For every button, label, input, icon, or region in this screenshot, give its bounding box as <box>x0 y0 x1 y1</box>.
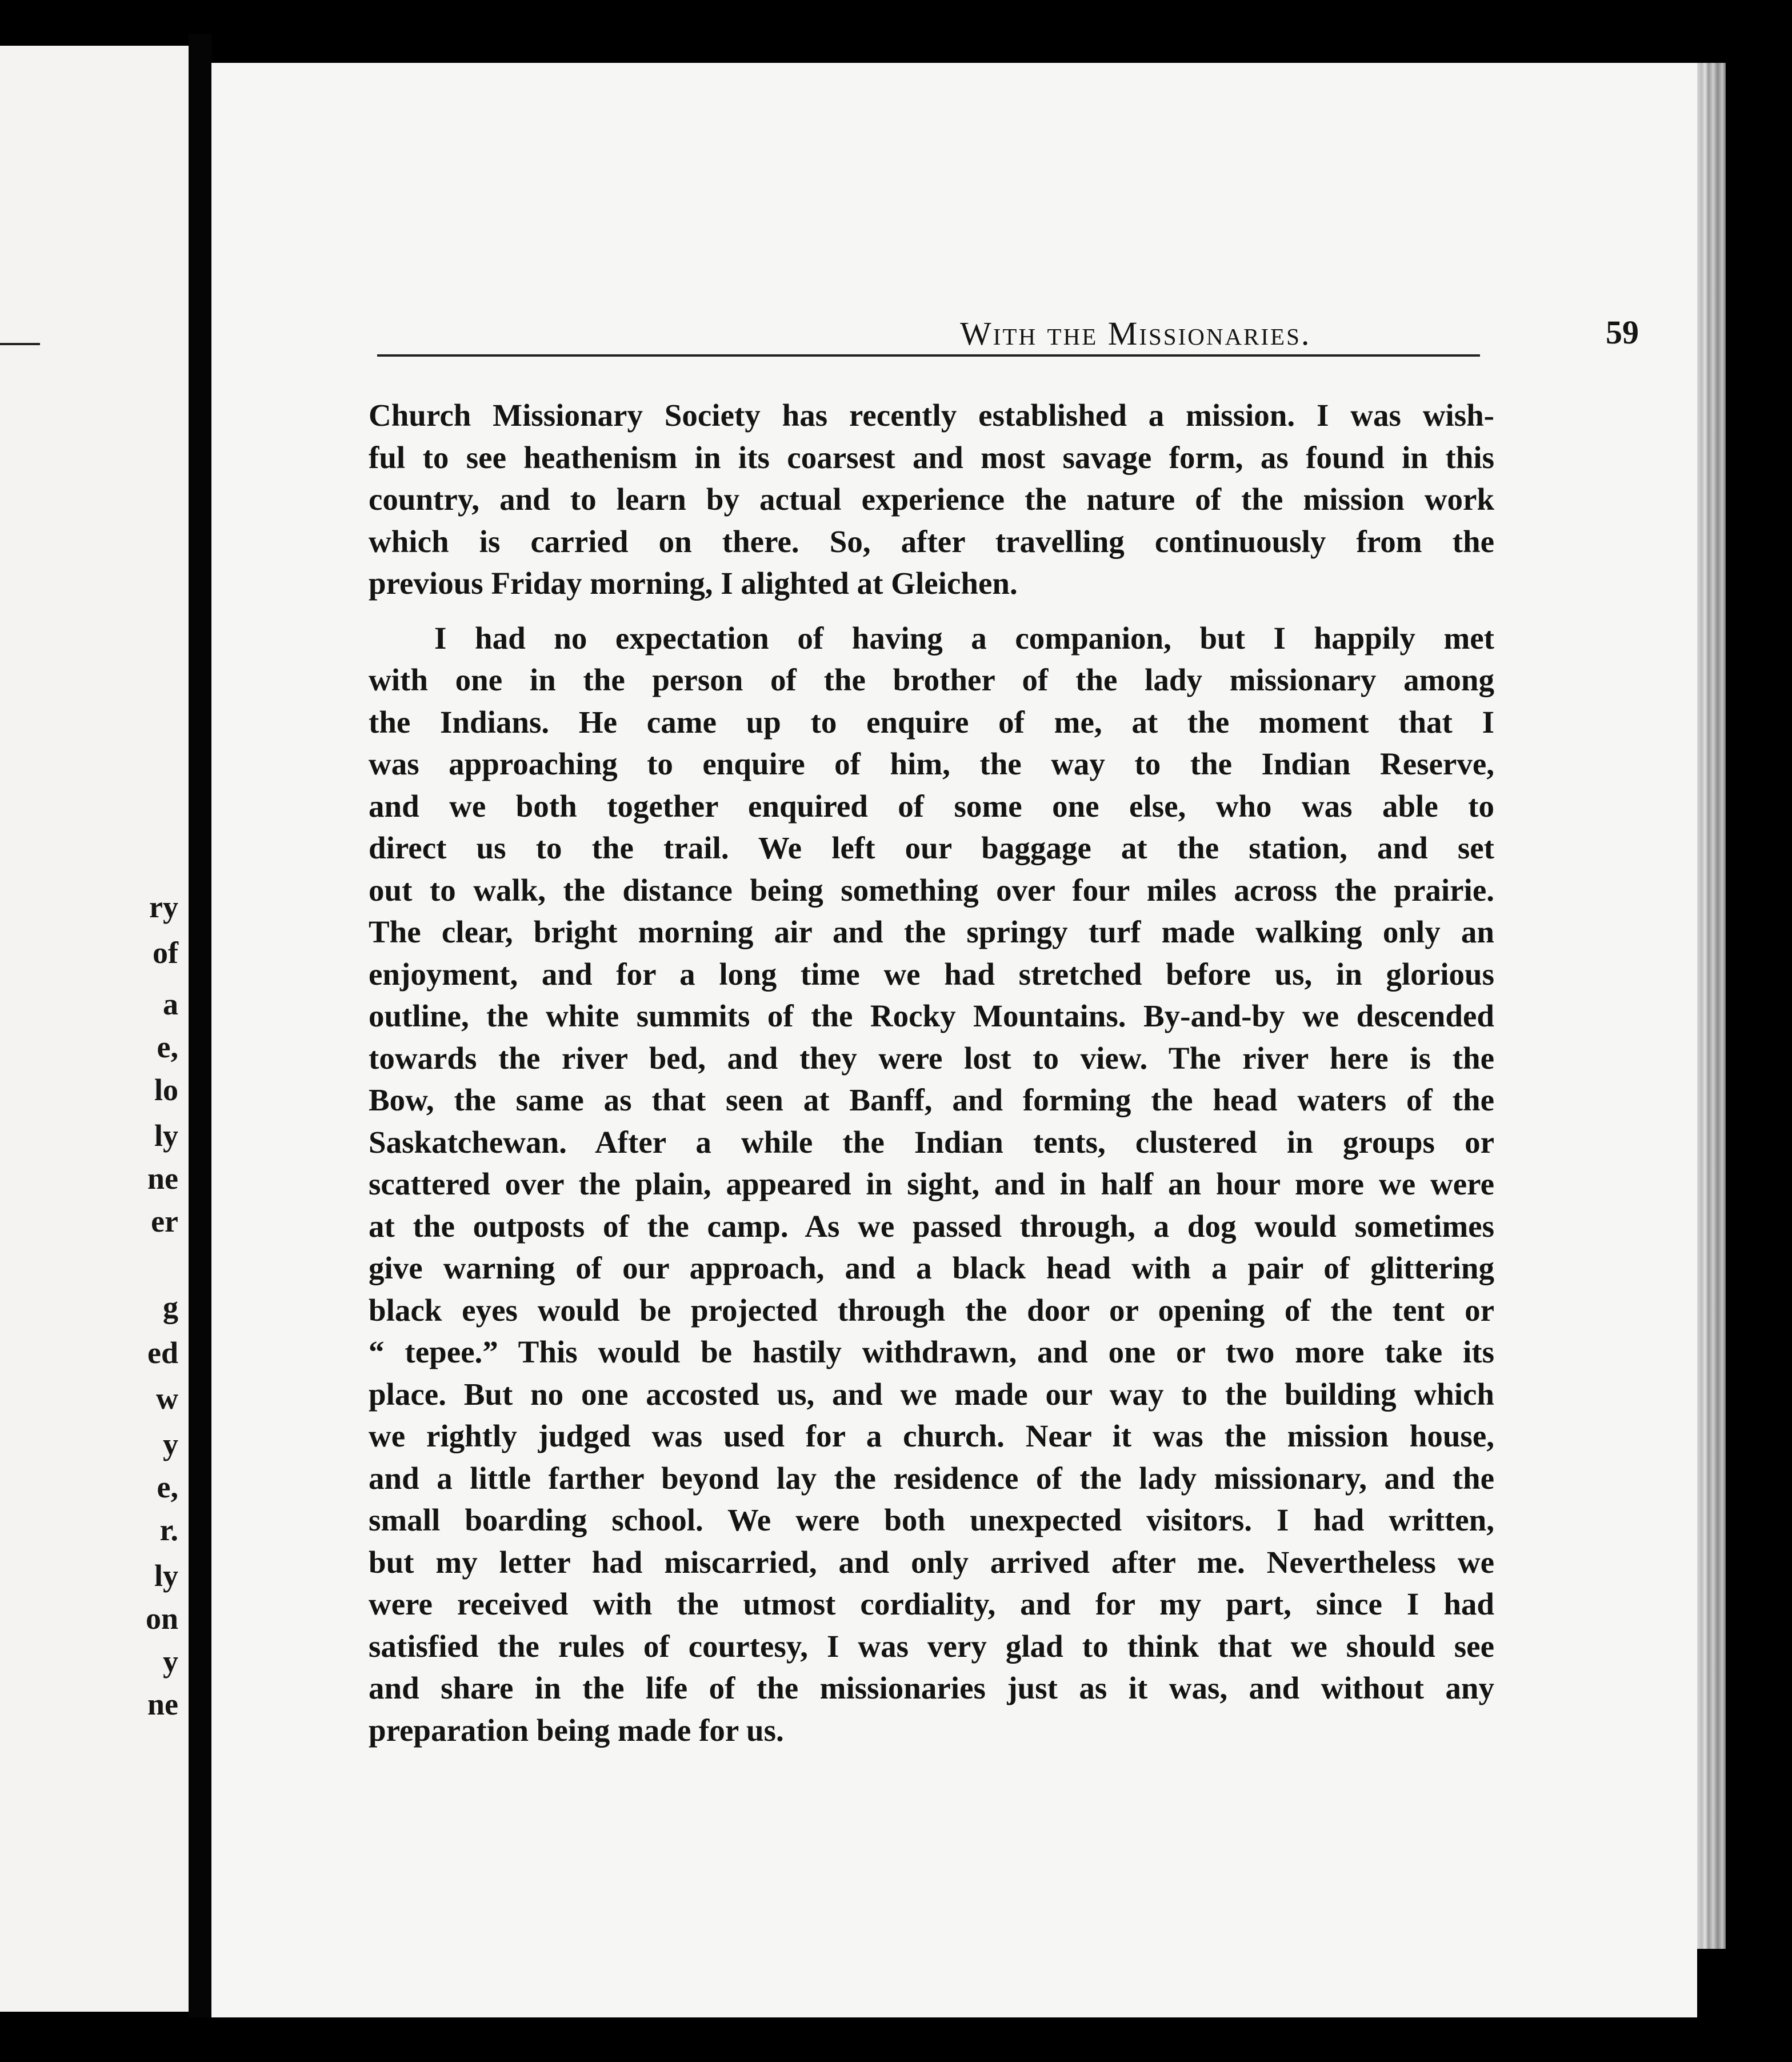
paragraph-gap <box>369 605 1494 617</box>
paragraph-1 <box>369 394 1494 605</box>
text-line: towards the river bed, and they were lost to view. The river here is the <box>369 1040 1494 1076</box>
text-line: “ tepee.” This would be hastily withdrawn, and one or two more take its <box>369 1334 1494 1369</box>
text-line: preparation being made for us. <box>369 1712 784 1748</box>
body-text <box>369 394 1494 1751</box>
text-line: at the outposts of the camp. As we passed through, a dog would sometimes <box>369 1208 1494 1244</box>
page-number: 59 <box>1606 314 1639 351</box>
text-line: and we both together enquired of some one else, who was able to <box>369 788 1494 824</box>
text-line: the Indians. He came up to enquire of me, at the moment that I <box>369 704 1494 740</box>
left-facing-page <box>0 46 189 2012</box>
left-page-fragment: y <box>163 1427 178 1461</box>
left-page-fragment: ly <box>154 1118 178 1153</box>
header-rule <box>377 354 1480 357</box>
left-page-fragment: y <box>163 1644 178 1679</box>
left-page-fragment: a <box>163 987 178 1021</box>
left-page-fragment: e, <box>157 1030 178 1064</box>
right-page <box>211 63 1697 2017</box>
left-page-fragment: w <box>156 1381 178 1416</box>
text-line: enjoyment, and for a long time we had stretched before us, in glorious <box>369 956 1494 992</box>
text-line: but my letter had miscarried, and only arrived after me. Nevertheless we <box>369 1544 1494 1580</box>
left-page-fragment: ne <box>147 1161 178 1196</box>
left-page-fragment: g <box>163 1290 178 1324</box>
book-gutter <box>189 34 211 2017</box>
left-page-fragment: ry <box>149 890 178 924</box>
text-line: black eyes would be projected through the door or opening of the tent or <box>369 1292 1494 1328</box>
text-line: we rightly judged was used for a church. Near it was the mission house, <box>369 1418 1494 1453</box>
left-page-fragment: ly <box>154 1559 178 1593</box>
text-line: were received with the utmost cordiality, and for my part, since I had <box>369 1587 1494 1621</box>
page-stack-edge <box>1697 63 1726 1949</box>
left-page-fragment: of <box>153 936 178 970</box>
left-page-fragment: ne <box>147 1687 178 1721</box>
running-head: With the Missionaries. <box>960 315 1311 352</box>
text-line: give warning of our approach, and a black head with a pair of glittering <box>369 1250 1494 1285</box>
text-line: small boarding school. We were both unexpected visitors. I had written, <box>369 1502 1494 1537</box>
text-line: direct us to the trail. We left our baggage at the station, and set <box>369 830 1494 865</box>
left-page-fragment: er <box>151 1204 178 1238</box>
left-page-fragment: on <box>145 1601 178 1636</box>
text-line: Saskatchewan. After a while the Indian tents, clustered in groups or <box>369 1124 1494 1160</box>
text-line: country, and to learn by actual experience the nature of the mission work <box>369 482 1494 517</box>
text-line: place. But no one accosted us, and we made our way to the building which <box>369 1376 1494 1412</box>
text-line: outline, the white summits of the Rocky Mountains. By-and-by we descended <box>369 998 1494 1033</box>
text-line: Bow, the same as that seen at Banff, and forming the head waters of the <box>369 1082 1494 1117</box>
left-page-fragment: r. <box>159 1513 178 1547</box>
text-line: Church Missionary Society has recently established a mission. I was wish- <box>369 398 1494 433</box>
text-line: and share in the life of the missionaries just as it was, and without any <box>369 1671 1494 1705</box>
left-page-fragment: lo <box>154 1073 178 1107</box>
left-page-rule <box>0 343 40 345</box>
text-line: The clear, bright morning air and the springy turf made walking only an <box>369 914 1494 949</box>
left-page-fragment: e, <box>157 1470 178 1504</box>
text-line: and a little farther beyond lay the residence of the lady missionary, and the <box>369 1460 1494 1496</box>
text-line: previous Friday morning, I alighted at Gleichen. <box>369 566 1018 601</box>
text-line: I had no expectation of having a companion, but I happily met <box>434 620 1494 656</box>
page-header <box>377 303 1691 354</box>
left-page-fragment: ed <box>147 1336 178 1370</box>
text-line: satisfied the rules of courtesy, I was very glad to think that we should see <box>369 1628 1494 1664</box>
text-line: which is carried on there. So, after travelling continuously from the <box>369 524 1494 559</box>
text-line: scattered over the plain, appeared in sight, and in half an hour more we were <box>369 1166 1494 1201</box>
text-line: was approaching to enquire of him, the way to the Indian Reserve, <box>369 746 1494 781</box>
text-line: with one in the person of the brother of the lady missionary among <box>369 662 1494 697</box>
paragraph-2 <box>369 617 1494 1752</box>
text-line: out to walk, the distance being something over four miles across the prairie. <box>369 872 1494 908</box>
text-line: ful to see heathenism in its coarsest and most savage form, as found in this <box>369 439 1494 475</box>
